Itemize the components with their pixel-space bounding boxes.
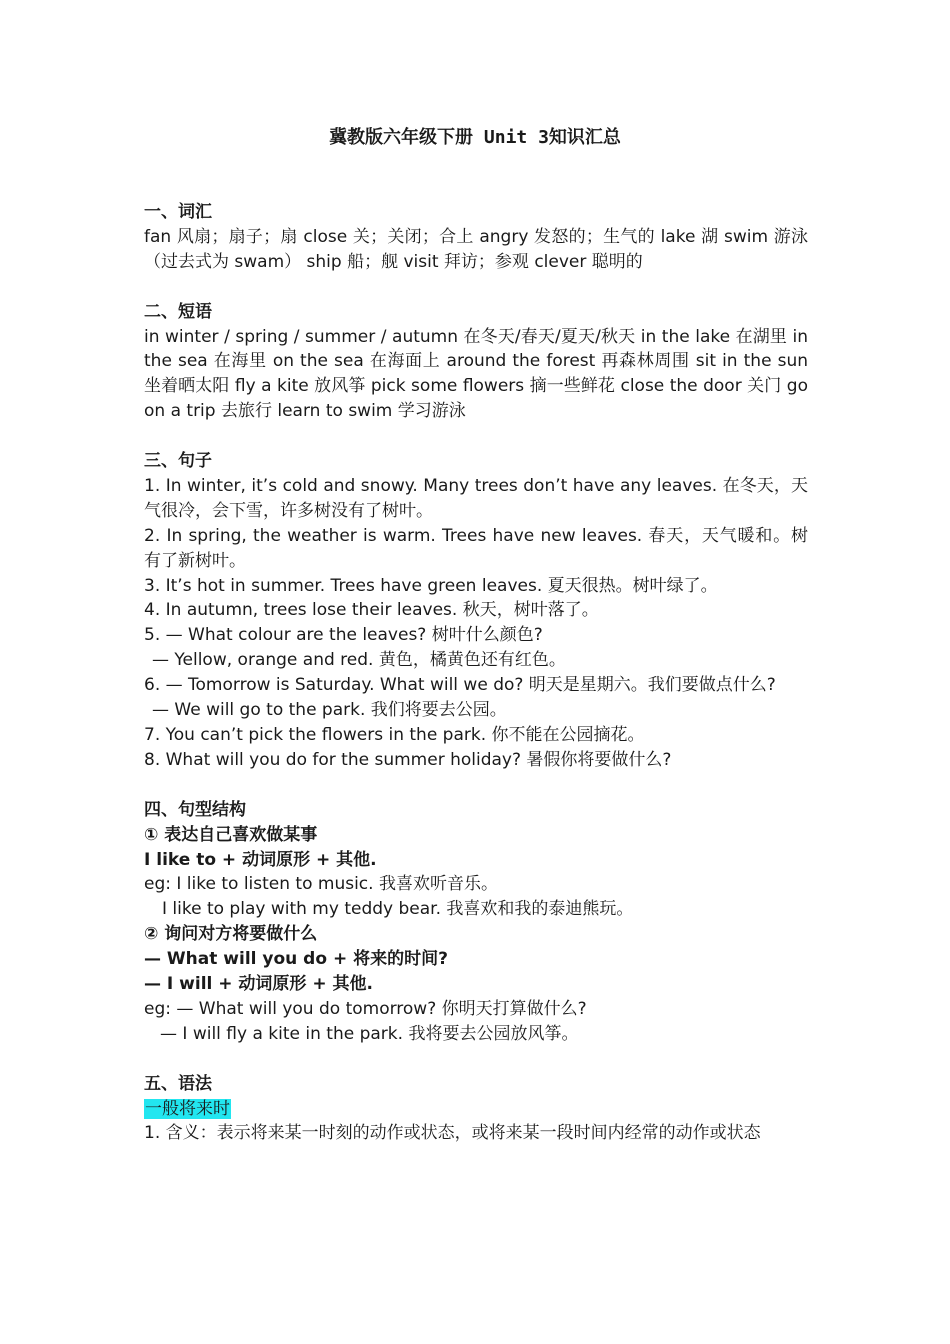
pattern-2-example-1: eg: — What will you do tomorrow? 你明天打算做什么? (144, 998, 587, 1019)
sentence-2: 2. In spring, the weather is warm. Trees have new leaves. 春天，天气暖和。树有了新树叶。 (144, 525, 808, 571)
grammar-definition: 1. 含义：表示将来某一时刻的动作或状态，或将来某一段时间内经常的动作或状态 (144, 1123, 761, 1144)
pattern-1-rule: I like to + 动词原形 + 其他. (144, 849, 377, 870)
pattern-2-title: ② 询问对方将要做什么 (144, 924, 318, 945)
sentence-8: 8. What will you do for the summer holiday? 暑假你将要做什么? (144, 749, 672, 770)
pattern-2-rule-question: — What will you do + 将来的时间? (144, 949, 448, 970)
pattern-2-example-2: — I will fly a kite in the park. 我将要去公园放风筝。 (160, 1023, 579, 1044)
document-body (144, 200, 808, 1146)
sentence-3: 3. It’s hot in summer. Trees have green leaves. 夏天很热。树叶绿了。 (144, 575, 718, 596)
section-heading-sentences: 三、句子 (144, 451, 212, 472)
sentence-4: 4. In autumn, trees lose their leaves. 秋天，树叶落了。 (144, 600, 599, 621)
section-heading-grammar: 五、语法 (144, 1073, 212, 1094)
pattern-1-example-1: eg: I like to listen to music. 我喜欢听音乐。 (144, 874, 498, 895)
vocab-text: fan 风扇；扇子；扇 close 关；关闭；合上 angry 发怒的；生气的 lake 湖 swim 游泳（过去式为 swam） ship 船；舰 visit 拜访；参观 clever 聪明的 (144, 226, 808, 272)
spacer (144, 424, 808, 449)
section-heading-patterns: 四、句型结构 (144, 799, 246, 820)
sentence-6-answer: — We will go to the park. 我们将要去公园。 (152, 700, 507, 721)
sentence-5-answer: — Yellow, orange and red. 黄色，橘黄色还有红色。 (152, 650, 566, 671)
pattern-2-rule-answer: — I will + 动词原形 + 其他. (144, 974, 373, 995)
section-heading-phrases: 二、短语 (144, 301, 212, 322)
spacer (144, 1047, 808, 1072)
spacer (144, 773, 808, 798)
section-heading-vocab: 一、词汇 (144, 202, 212, 222)
grammar-topic-highlight: 一般将来时 (145, 1098, 230, 1119)
pattern-1-example-2: I like to play with my teddy bear. 我喜欢和我的泰迪熊玩。 (162, 899, 634, 920)
sentence-7: 7. You can’t pick the flowers in the park. 你不能在公园摘花。 (144, 725, 645, 745)
sentence-5: 5. — What colour are the leaves? 树叶什么颜色? (144, 625, 543, 646)
spacer (144, 275, 808, 300)
pattern-1-title: ① 表达自己喜欢做某事 (144, 824, 318, 845)
sentence-1: 1. In winter, it’s cold and snowy. Many trees don’t have any leaves. 在冬天，天气很冷，会下雪，许多树没有了树叶。 (144, 475, 808, 521)
phrases-text: in winter / spring / summer / autumn 在冬天/春天/夏天/秋天 in the lake 在湖里 in the sea 在海里 on the sea 在海面上 around the forest 再森林周围 sit in the sun 坐着晒太阳 fly a kite 放风筝 pick some flowers 摘一些鲜花 close the door 关门 go on a trip 去旅行 learn to swim 学习游泳 (144, 326, 808, 422)
sentence-6: 6. — Tomorrow is Saturday. What will we do? 明天是星期六。我们要做点什么? (144, 675, 776, 696)
document-title: 冀教版六年级下册 Unit 3知识汇总 (329, 127, 621, 148)
